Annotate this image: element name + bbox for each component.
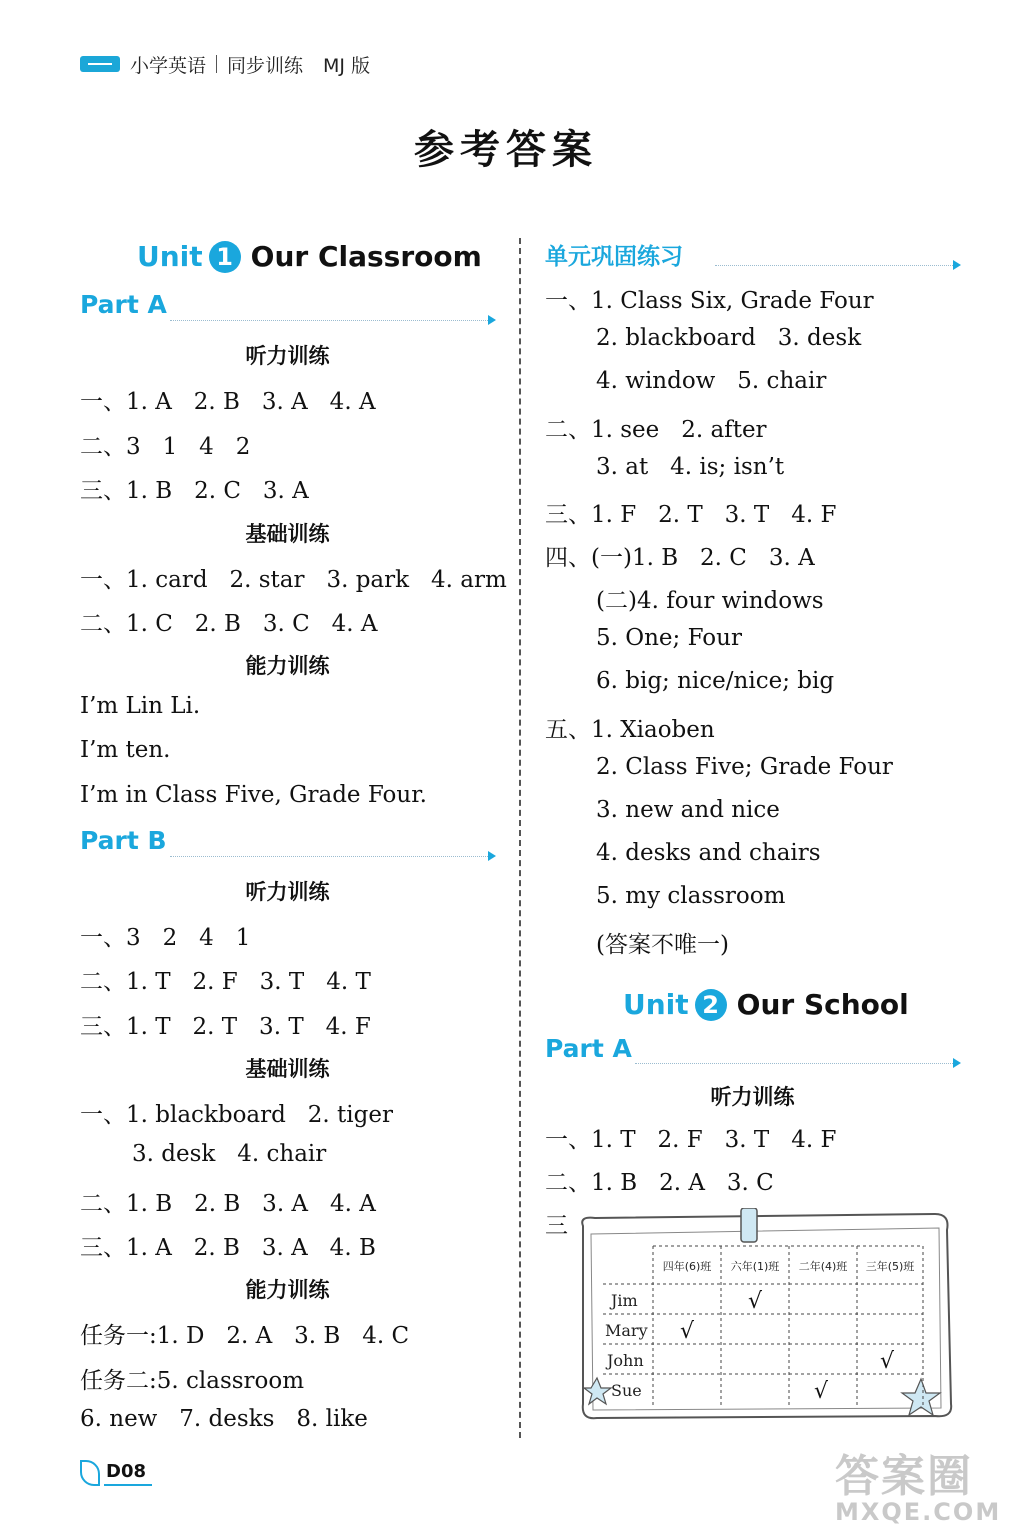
answer-line: 6. new 7. desks 8. like bbox=[80, 1406, 368, 1432]
col-header: 四年(6)班 bbox=[662, 1260, 712, 1273]
section-ability: 能力训练 bbox=[245, 1278, 330, 1302]
section-listening: 听力训练 bbox=[245, 880, 330, 904]
section-listening: 听力训练 bbox=[245, 344, 330, 368]
answer-line: 二、1. T 2. F 3. T 4. T bbox=[80, 969, 371, 995]
answer-line: 5. One; Four bbox=[596, 625, 742, 651]
answer-line: 一、1. blackboard 2. tiger bbox=[80, 1102, 393, 1128]
answer-line: 任务一:1. D 2. A 3. B 4. C bbox=[80, 1323, 410, 1349]
answer-line: 二、1. B 2. A 3. C bbox=[545, 1170, 774, 1196]
answer-line: 三、1. A 2. B 3. A 4. B bbox=[80, 1235, 376, 1261]
section-basic: 基础训练 bbox=[245, 1057, 330, 1081]
answer-line: 一、1. A 2. B 3. A 4. A bbox=[80, 389, 376, 415]
watermark-url: MXQE.COM bbox=[835, 1498, 1002, 1526]
check-mark: √ bbox=[747, 1289, 763, 1314]
col-header: 六年(1)班 bbox=[730, 1260, 780, 1273]
answer-line: 一、1. card 2. star 3. park 4. arm bbox=[80, 567, 507, 593]
answer-line: 3. at 4. is; isn’t bbox=[596, 454, 785, 480]
part-b-rule bbox=[170, 856, 490, 857]
part-a-rule bbox=[635, 1063, 955, 1064]
check-mark: √ bbox=[879, 1349, 895, 1374]
answer-line: I’m in Class Five, Grade Four. bbox=[80, 782, 427, 808]
answer-line: 三、1. T 2. T 3. T 4. F bbox=[80, 1014, 371, 1040]
unit-number-badge: 1 bbox=[209, 241, 241, 273]
page-header bbox=[80, 50, 370, 78]
review-rule bbox=[715, 265, 955, 266]
edition-label: MJ 版 bbox=[323, 54, 371, 77]
answer-line: 二、1. see 2. after bbox=[545, 417, 767, 443]
unit-label: Unit bbox=[137, 240, 203, 273]
unit-number-badge: 2 bbox=[695, 989, 727, 1021]
answer-line: 2. blackboard 3. desk bbox=[596, 325, 862, 351]
unit2-part-a-label: Part A bbox=[545, 1034, 632, 1063]
brand-logo-icon bbox=[80, 56, 120, 72]
row-label: Sue bbox=[611, 1381, 642, 1400]
answer-line: 3. desk 4. chair bbox=[132, 1141, 327, 1167]
unit1-part-b-label: Part B bbox=[80, 826, 167, 855]
answer-note: (答案不唯一) bbox=[596, 932, 729, 958]
watermark bbox=[835, 1440, 1001, 1526]
part-a-rule bbox=[170, 320, 490, 321]
series-name: 小学英语 bbox=[130, 54, 207, 77]
answer-line: I’m ten. bbox=[80, 737, 171, 763]
unit1-part-a-label: Part A bbox=[80, 290, 167, 319]
answer-line: (二)4. four windows bbox=[596, 588, 824, 614]
unit-label: Unit bbox=[623, 988, 689, 1021]
answer-line: 3. new and nice bbox=[596, 797, 780, 823]
answer-line: 二、1. B 2. B 3. A 4. A bbox=[80, 1191, 376, 1217]
row-label: Mary bbox=[605, 1321, 648, 1340]
answer-line: I’m Lin Li. bbox=[80, 693, 201, 719]
answer-line: 一、1. Class Six, Grade Four bbox=[545, 288, 874, 314]
unit-name: Our Classroom bbox=[250, 240, 482, 273]
answer-line: 四、(一)1. B 2. C 3. A bbox=[545, 545, 815, 571]
subject-name: 同步训练 bbox=[227, 54, 304, 77]
answer-line: 一、3 2 4 1 bbox=[80, 925, 251, 951]
check-mark: √ bbox=[813, 1379, 829, 1404]
answer-line: 4. window 5. chair bbox=[596, 368, 827, 394]
row-label: Jim bbox=[611, 1291, 638, 1310]
class-table-board bbox=[575, 1208, 955, 1423]
page-footer bbox=[80, 1460, 152, 1486]
section-basic: 基础训练 bbox=[245, 522, 330, 546]
watermark-text: 答案圈 bbox=[835, 1451, 973, 1502]
answer-line: 二、1. C 2. B 3. C 4. A bbox=[80, 611, 378, 637]
unit1-heading bbox=[137, 240, 482, 273]
answer-line: 三 bbox=[545, 1213, 568, 1239]
answer-line: 三、1. F 2. T 3. T 4. F bbox=[545, 502, 837, 528]
col-header: 三年(5)班 bbox=[865, 1260, 915, 1273]
answer-line: 4. desks and chairs bbox=[596, 840, 821, 866]
unit-review-label: 单元巩固练习 bbox=[545, 244, 683, 270]
page-title: 参考答案 bbox=[414, 127, 598, 173]
section-listening: 听力训练 bbox=[710, 1085, 795, 1109]
leaf-icon bbox=[80, 1460, 100, 1486]
check-mark: √ bbox=[679, 1319, 695, 1344]
answer-line: 5. my classroom bbox=[596, 883, 786, 909]
answer-line: 一、1. T 2. F 3. T 4. F bbox=[545, 1127, 837, 1153]
col-header: 二年(4)班 bbox=[798, 1260, 848, 1273]
answer-line: 五、1. Xiaoben bbox=[545, 717, 715, 743]
column-divider bbox=[519, 238, 521, 1438]
header-separator bbox=[216, 55, 217, 73]
page-number: D08 bbox=[104, 1461, 152, 1486]
clip-icon bbox=[741, 1208, 757, 1242]
answer-line: 三、1. B 2. C 3. A bbox=[80, 478, 309, 504]
answer-line: 任务二:5. classroom bbox=[80, 1368, 305, 1394]
answer-line: 6. big; nice/nice; big bbox=[596, 668, 835, 694]
unit-name: Our School bbox=[736, 988, 909, 1021]
answer-line: 二、3 1 4 2 bbox=[80, 434, 251, 460]
section-ability: 能力训练 bbox=[245, 654, 330, 678]
answer-line: 2. Class Five; Grade Four bbox=[596, 754, 893, 780]
row-label: John bbox=[607, 1351, 644, 1370]
unit2-heading bbox=[623, 988, 909, 1021]
